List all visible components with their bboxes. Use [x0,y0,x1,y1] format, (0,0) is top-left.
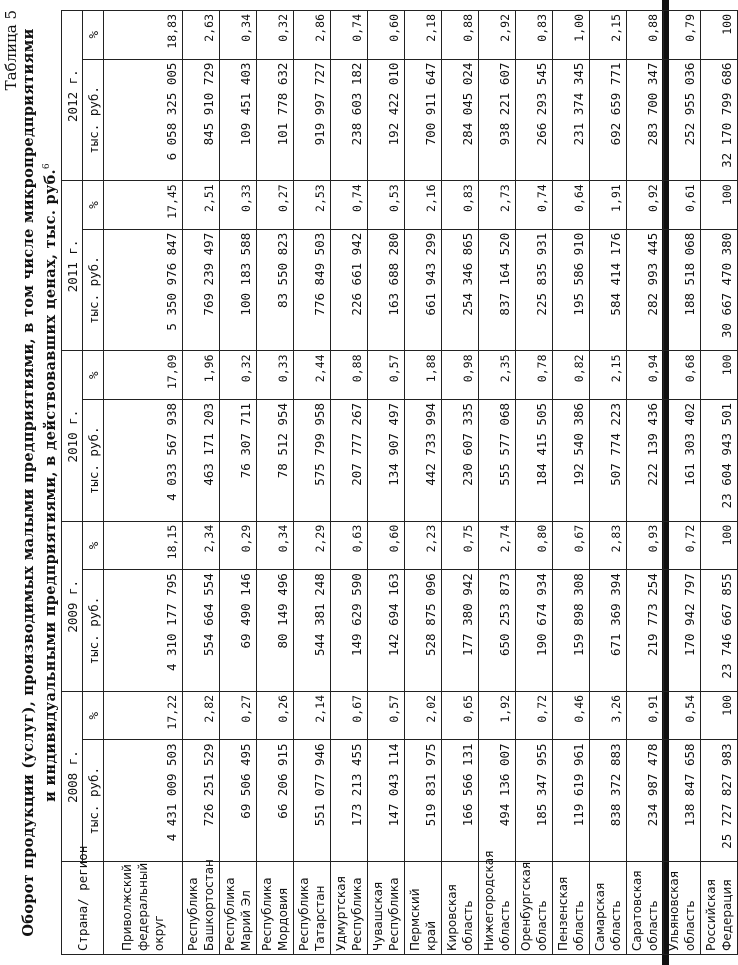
table-row [331,11,368,955]
percent-cell: 0,26 [257,691,294,739]
value-cell: 207 777 267 [331,399,368,521]
region-cell: Российская Федерация [701,862,738,955]
value-cell: 83 550 823 [257,229,294,351]
percent-cell: 1,96 [183,351,220,399]
year-header: 2011 г. [62,181,83,351]
percent-cell: 2,35 [479,351,516,399]
year-header: 2008 г. [62,691,83,861]
table-row [220,11,257,955]
percent-cell: 0,80 [516,521,553,569]
percent-cell: 0,60 [368,11,405,60]
table-body [104,11,738,955]
table-row [294,11,331,955]
percent-cell: 0,72 [516,691,553,739]
percent-cell: 0,94 [627,351,664,399]
table-row [664,11,701,955]
table-title [20,12,60,953]
percent-cell: 0,93 [627,521,664,569]
value-cell: 4 431 009 503 [104,740,183,862]
percent-cell: 2,51 [183,181,220,229]
value-cell: 544 381 248 [294,570,331,692]
region-cell: Саратовская область [627,862,664,955]
value-cell: 252 955 036 [664,59,701,181]
percent-cell: 0,88 [331,351,368,399]
value-cell: 555 577 068 [479,399,516,521]
percent-cell: 2,86 [294,11,331,60]
region-column-header: Страна/ регион [62,862,104,955]
value-cell: 225 835 931 [516,229,553,351]
unit-header: тыс. руб. [83,399,104,521]
region-cell: Оренбургская область [516,862,553,955]
percent-cell: 0,64 [553,181,590,229]
percent-cell: 2,15 [590,11,627,60]
percent-cell: 0,57 [368,351,405,399]
table-row [257,11,294,955]
value-cell: 195 586 910 [553,229,590,351]
table-row [516,11,553,955]
percent-cell: 0,83 [442,181,479,229]
percent-cell: 0,74 [331,181,368,229]
value-cell: 173 213 455 [331,740,368,862]
year-header: 2009 г. [62,521,83,691]
percent-cell: 2,18 [405,11,442,60]
percent-cell: 2,29 [294,521,331,569]
value-cell: 147 043 114 [368,740,405,862]
value-cell: 163 688 280 [368,229,405,351]
value-cell: 575 799 958 [294,399,331,521]
value-cell: 838 372 883 [590,740,627,862]
percent-cell: 100 [701,181,738,229]
region-cell: Кировская область [442,862,479,955]
percent-cell: 2,34 [183,521,220,569]
value-cell: 23 746 667 855 [701,570,738,692]
region-cell: Чувашская Республика [368,862,405,955]
value-cell: 551 077 946 [294,740,331,862]
percent-header: % [83,181,104,229]
percent-cell: 0,32 [257,11,294,60]
value-cell: 700 911 647 [405,59,442,181]
percent-cell: 0,27 [257,181,294,229]
value-cell: 528 875 096 [405,570,442,692]
value-cell: 66 206 915 [257,740,294,862]
percent-header: % [83,351,104,399]
percent-cell: 2,14 [294,691,331,739]
percent-cell: 18,83 [104,11,183,60]
table-row [553,11,590,955]
region-cell: Нижегородская область [479,862,516,955]
value-cell: 177 380 942 [442,570,479,692]
table-row [701,11,738,955]
percent-cell: 1,91 [590,181,627,229]
value-cell: 142 694 163 [368,570,405,692]
value-cell: 254 346 865 [442,229,479,351]
region-cell: Республика Мордовия [257,862,294,955]
table-number: Таблица 5 [2,10,20,91]
value-cell: 919 997 727 [294,59,331,181]
percent-cell: 0,27 [220,691,257,739]
value-cell: 69 506 495 [220,740,257,862]
value-cell: 119 619 961 [553,740,590,862]
percent-cell: 0,79 [664,11,701,60]
value-cell: 671 369 394 [590,570,627,692]
region-cell: Пензенская область [553,862,590,955]
percent-header: % [83,11,104,60]
percent-cell: 0,68 [664,351,701,399]
value-cell: 494 136 007 [479,740,516,862]
percent-cell: 2,23 [405,521,442,569]
value-cell: 837 164 520 [479,229,516,351]
percent-cell: 0,74 [516,181,553,229]
percent-cell: 100 [701,521,738,569]
value-cell: 30 667 470 380 [701,229,738,351]
percent-cell: 2,74 [479,521,516,569]
percent-cell: 0,74 [331,11,368,60]
value-cell: 845 910 729 [183,59,220,181]
value-cell: 4 310 177 795 [104,570,183,692]
percent-cell: 2,83 [590,521,627,569]
percent-cell: 2,53 [294,181,331,229]
percent-cell: 0,82 [553,351,590,399]
percent-cell: 0,46 [553,691,590,739]
header-row-units [83,11,104,955]
table-row [479,11,516,955]
header-row-years [62,11,83,955]
value-cell: 76 307 711 [220,399,257,521]
value-cell: 519 831 975 [405,740,442,862]
value-cell: 769 239 497 [183,229,220,351]
percent-cell: 17,22 [104,691,183,739]
percent-cell: 2,82 [183,691,220,739]
percent-cell: 100 [701,11,738,60]
value-cell: 554 664 554 [183,570,220,692]
unit-header: тыс. руб. [83,59,104,181]
region-cell: Пермский край [405,862,442,955]
region-cell: Республика Башкортостан [183,862,220,955]
value-cell: 188 518 068 [664,229,701,351]
percent-cell: 0,88 [627,11,664,60]
percent-cell: 17,09 [104,351,183,399]
percent-header: % [83,521,104,569]
value-cell: 166 566 131 [442,740,479,862]
percent-cell: 0,33 [220,181,257,229]
region-cell: Республика Татарстан [294,862,331,955]
percent-cell: 0,75 [442,521,479,569]
value-cell: 69 490 146 [220,570,257,692]
value-cell: 507 774 223 [590,399,627,521]
region-cell: Самарская область [590,862,627,955]
value-cell: 282 993 445 [627,229,664,351]
value-cell: 238 603 182 [331,59,368,181]
region-cell: Ульяновская область [664,862,701,955]
percent-cell: 0,67 [331,691,368,739]
percent-cell: 18,15 [104,521,183,569]
value-cell: 650 253 873 [479,570,516,692]
value-cell: 138 847 658 [664,740,701,862]
value-cell: 159 898 308 [553,570,590,692]
percent-cell: 0,53 [368,181,405,229]
value-cell: 100 183 588 [220,229,257,351]
footnote-marker: 6 [42,163,52,170]
percent-cell: 2,73 [479,181,516,229]
table-row [590,11,627,955]
percent-cell: 17,45 [104,181,183,229]
value-cell: 231 374 345 [553,59,590,181]
region-cell: Удмуртская Республика [331,862,368,955]
percent-cell: 0,32 [220,351,257,399]
unit-header: тыс. руб. [83,570,104,692]
percent-cell: 0,98 [442,351,479,399]
unit-header: тыс. руб. [83,740,104,862]
value-cell: 184 415 505 [516,399,553,521]
percent-cell: 2,63 [183,11,220,60]
value-cell: 190 674 934 [516,570,553,692]
value-cell: 219 773 254 [627,570,664,692]
value-cell: 442 733 994 [405,399,442,521]
percent-cell: 0,83 [516,11,553,60]
percent-cell: 2,92 [479,11,516,60]
value-cell: 234 987 478 [627,740,664,862]
value-cell: 185 347 955 [516,740,553,862]
value-cell: 222 139 436 [627,399,664,521]
region-cell: Республика Марий Эл [220,862,257,955]
percent-cell: 0,34 [257,521,294,569]
percent-cell: 0,67 [553,521,590,569]
title-line-1: Оборот продукции (услуг), производимых малыми предприятиями, в том числе микропредприятиями [20,28,37,937]
percent-cell: 100 [701,351,738,399]
year-header: 2010 г. [62,351,83,521]
value-cell: 6 058 325 005 [104,59,183,181]
value-cell: 692 659 771 [590,59,627,181]
table-row [405,11,442,955]
percent-cell: 0,78 [516,351,553,399]
value-cell: 5 350 976 847 [104,229,183,351]
percent-cell: 0,60 [368,521,405,569]
percent-cell: 0,57 [368,691,405,739]
value-cell: 463 171 203 [183,399,220,521]
percent-cell: 2,44 [294,351,331,399]
value-cell: 776 849 503 [294,229,331,351]
value-cell: 192 540 386 [553,399,590,521]
value-cell: 80 149 496 [257,570,294,692]
value-cell: 938 221 607 [479,59,516,181]
unit-header: тыс. руб. [83,229,104,351]
value-cell: 25 727 827 983 [701,740,738,862]
percent-header: % [83,691,104,739]
percent-cell: 0,61 [664,181,701,229]
value-cell: 661 943 299 [405,229,442,351]
value-cell: 23 604 943 501 [701,399,738,521]
title-line-2: и индивидуальными предприятиями, в действовавших ценах, тыс. руб.$^6$ [41,163,59,802]
value-cell: 283 700 347 [627,59,664,181]
year-header: 2012 г. [62,11,83,181]
percent-cell: 0,63 [331,521,368,569]
data-table [61,10,738,955]
percent-cell: 0,88 [442,11,479,60]
percent-cell: 1,88 [405,351,442,399]
value-cell: 149 629 590 [331,570,368,692]
value-cell: 4 033 567 938 [104,399,183,521]
value-cell: 78 512 954 [257,399,294,521]
value-cell: 284 045 024 [442,59,479,181]
table-row [442,11,479,955]
percent-cell: 0,33 [257,351,294,399]
percent-cell: 0,29 [220,521,257,569]
value-cell: 134 907 497 [368,399,405,521]
percent-cell: 0,72 [664,521,701,569]
percent-cell: 0,91 [627,691,664,739]
value-cell: 32 170 799 686 [701,59,738,181]
value-cell: 161 303 402 [664,399,701,521]
percent-cell: 0,54 [664,691,701,739]
value-cell: 266 293 545 [516,59,553,181]
percent-cell: 2,02 [405,691,442,739]
value-cell: 101 778 632 [257,59,294,181]
percent-cell: 2,15 [590,351,627,399]
percent-cell: 100 [701,691,738,739]
table-row [183,11,220,955]
value-cell: 192 422 010 [368,59,405,181]
value-cell: 230 607 335 [442,399,479,521]
value-cell: 584 414 176 [590,229,627,351]
value-cell: 726 251 529 [183,740,220,862]
percent-cell: 0,65 [442,691,479,739]
percent-cell: 1,92 [479,691,516,739]
percent-cell: 2,16 [405,181,442,229]
region-cell: Приволжский федеральный округ [104,862,183,955]
table-row [627,11,664,955]
value-cell: 170 942 797 [664,570,701,692]
value-cell: 226 661 942 [331,229,368,351]
value-cell: 109 451 403 [220,59,257,181]
percent-cell: 0,92 [627,181,664,229]
table-row [368,11,405,955]
percent-cell: 0,34 [220,11,257,60]
table-row [104,11,183,955]
percent-cell: 3,26 [590,691,627,739]
percent-cell: 1,00 [553,11,590,60]
